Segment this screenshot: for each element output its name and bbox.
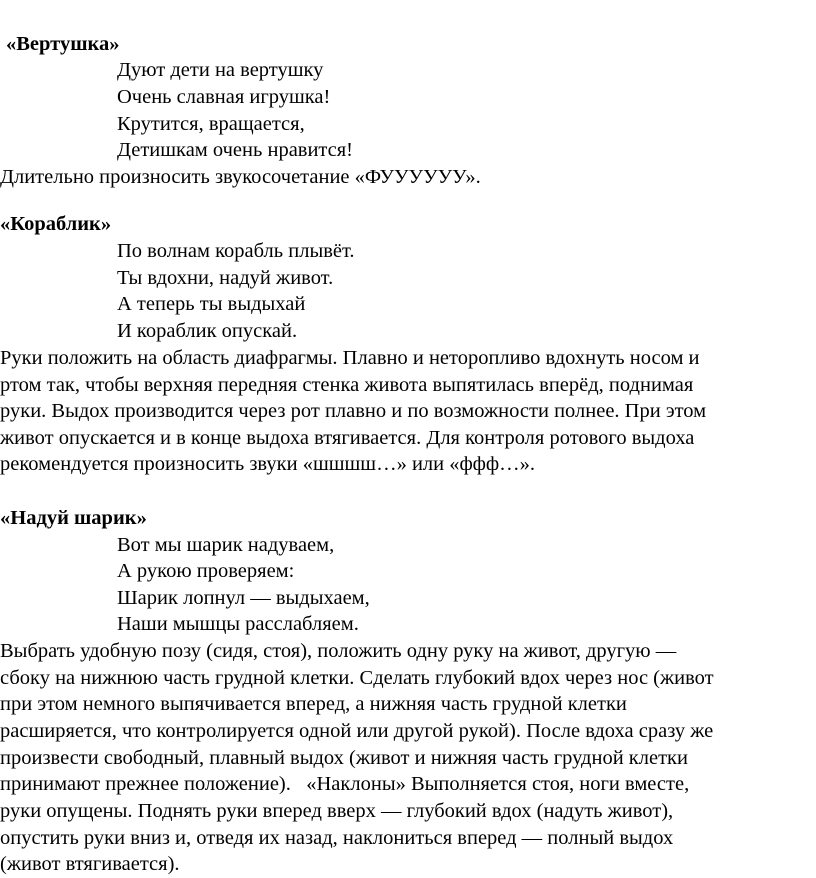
instruction-line: произвести свободный, плавный выдох (живот и нижняя часть грудной клетки bbox=[0, 747, 688, 769]
section-title: «Вертушка» bbox=[6, 33, 120, 55]
instruction-line: руки. Выдох производится через рот плавно и по возможности полнее. При этом bbox=[0, 400, 707, 422]
instruction-line: при этом немного выпячивается вперед, а нижняя часть грудной клетки bbox=[0, 693, 627, 715]
verse-line: Шарик лопнул — выдыхаем, bbox=[117, 587, 370, 609]
instruction-line: ртом так, чтобы верхняя передняя стенка живота выпятилась вперёд, поднимая bbox=[0, 374, 694, 396]
verse-line: А рукою проверяем: bbox=[117, 560, 295, 582]
instruction-line: сбоку на нижнюю часть грудной клетки. Сделать глубокий вдох через нос (живот bbox=[0, 667, 714, 689]
verse-line: По волнам корабль плывёт. bbox=[117, 240, 355, 262]
verse-line: Дуют дети на вертушку bbox=[117, 59, 324, 81]
instruction-line: Выбрать удобную позу (сидя, стоя), положить одну руку на живот, другую — bbox=[0, 640, 677, 662]
verse-line: Наши мышцы расслабляем. bbox=[117, 613, 359, 635]
instruction-line: Длительно произносить звукосочетание «ФУУУУУУ». bbox=[0, 166, 481, 188]
section-title: «Кораблик» bbox=[0, 213, 112, 235]
verse-line: Ты вдохни, надуй живот. bbox=[117, 267, 334, 289]
instruction-line: Руки положить на область диафрагмы. Плавно и неторопливо вдохнуть носом и bbox=[0, 347, 700, 369]
instruction-line: рекомендуется произносить звуки «шшшш…» или «ффф…». bbox=[0, 453, 535, 475]
instruction-line: расширяется, что контролируется одной или другой рукой). После вдоха сразу же bbox=[0, 720, 714, 742]
instruction-line: (живот втягивается). bbox=[0, 853, 180, 875]
verse-line: И кораблик опускай. bbox=[117, 320, 298, 342]
verse-line: А теперь ты выдыхай bbox=[117, 293, 306, 315]
section-title: «Надуй шарик» bbox=[0, 507, 147, 529]
verse-line: Крутится, вращается, bbox=[117, 113, 305, 135]
instruction-line: принимают прежнее положение). «Наклоны» Выполняется стоя, ноги вместе, bbox=[0, 773, 690, 795]
instruction-line: опустить руки вниз и, отведя их назад, наклониться вперед — полный выдох bbox=[0, 827, 674, 849]
verse-line: Очень славная игрушка! bbox=[117, 86, 331, 108]
instruction-line: руки опущены. Поднять руки вперед вверх — глубокий вдох (надуть живот), bbox=[0, 800, 674, 822]
verse-line: Вот мы шарик надуваем, bbox=[117, 534, 335, 556]
instruction-line: живот опускается и в конце выдоха втягивается. Для контроля ротового выдоха bbox=[0, 427, 695, 449]
verse-line: Детишкам очень нравится! bbox=[117, 139, 354, 161]
